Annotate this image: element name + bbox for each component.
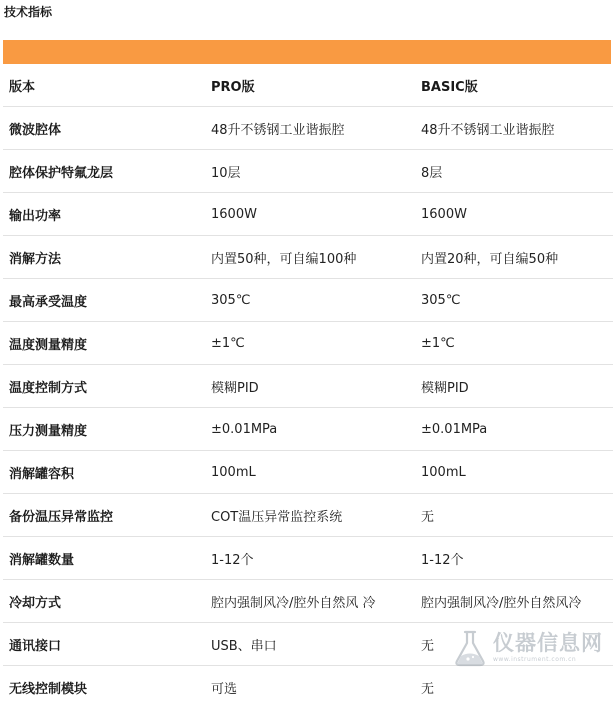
row-label: 最高承受温度 xyxy=(3,279,205,322)
basic-value: 内置20种，可自编50种 xyxy=(415,236,613,279)
pro-value: 腔内强制风冷/腔外自然风 冷 xyxy=(205,580,415,623)
row-label: 输出功率 xyxy=(3,193,205,236)
table-row xyxy=(3,494,613,537)
column-header-basic: BASIC版 xyxy=(415,64,613,107)
pro-value: COT温压异常监控系统 xyxy=(205,494,415,537)
row-label: 消解罐容积 xyxy=(3,451,205,494)
table-row xyxy=(3,150,613,193)
row-label: 通讯接口 xyxy=(3,623,205,666)
basic-value: 无 xyxy=(415,623,613,666)
row-label: 温度测量精度 xyxy=(3,322,205,365)
pro-value: ±0.01MPa xyxy=(205,408,415,451)
basic-value: 100mL xyxy=(415,451,613,494)
basic-value: 1-12个 xyxy=(415,537,613,580)
basic-value: 模糊PID xyxy=(415,365,613,408)
pro-value: USB、串口 xyxy=(205,623,415,666)
pro-value: 内置50种，可自编100种 xyxy=(205,236,415,279)
basic-value: 8层 xyxy=(415,150,613,193)
spec-table xyxy=(3,64,613,708)
table-row xyxy=(3,322,613,365)
row-label: 备份温压异常监控 xyxy=(3,494,205,537)
basic-value: 无 xyxy=(415,494,613,537)
table-row xyxy=(3,279,613,322)
table-header-row xyxy=(3,64,613,107)
row-label: 无线控制模块 xyxy=(3,666,205,708)
basic-value: 48升不锈钢工业谐振腔 xyxy=(415,107,613,150)
table-row xyxy=(3,408,613,451)
basic-value: ±1℃ xyxy=(415,322,613,365)
row-label: 消解方法 xyxy=(3,236,205,279)
pro-value: ±1℃ xyxy=(205,322,415,365)
pro-value: 48升不锈钢工业谐振腔 xyxy=(205,107,415,150)
table-row xyxy=(3,236,613,279)
basic-value: ±0.01MPa xyxy=(415,408,613,451)
pro-value: 1-12个 xyxy=(205,537,415,580)
column-header-version: 版本 xyxy=(3,64,205,107)
row-label: 腔体保护特氟龙层 xyxy=(3,150,205,193)
table-row xyxy=(3,193,613,236)
pro-value: 100mL xyxy=(205,451,415,494)
table-row xyxy=(3,537,613,580)
pro-value: 305℃ xyxy=(205,279,415,322)
column-header-pro: PRO版 xyxy=(205,64,415,107)
header-accent-bar xyxy=(3,40,611,64)
pro-value: 1600W xyxy=(205,193,415,236)
row-label: 微波腔体 xyxy=(3,107,205,150)
watermark-url: www.instrument.com.cn xyxy=(493,656,576,663)
basic-value: 1600W xyxy=(415,193,613,236)
table-row xyxy=(3,666,613,708)
pro-value: 可选 xyxy=(205,666,415,708)
pro-value: 模糊PID xyxy=(205,365,415,408)
row-label: 消解罐数量 xyxy=(3,537,205,580)
basic-value: 腔内强制风冷/腔外自然风冷 xyxy=(415,580,613,623)
table-row xyxy=(3,107,613,150)
basic-value: 无 xyxy=(415,666,613,708)
row-label: 压力测量精度 xyxy=(3,408,205,451)
basic-value: 305℃ xyxy=(415,279,613,322)
row-label: 温度控制方式 xyxy=(3,365,205,408)
table-row xyxy=(3,365,613,408)
table-row xyxy=(3,451,613,494)
page-title: 技术指标 xyxy=(4,3,52,20)
pro-value: 10层 xyxy=(205,150,415,193)
row-label: 冷却方式 xyxy=(3,580,205,623)
table-row xyxy=(3,623,613,666)
table-row xyxy=(3,580,613,623)
watermark-name: 仪器信息网 xyxy=(493,633,603,654)
